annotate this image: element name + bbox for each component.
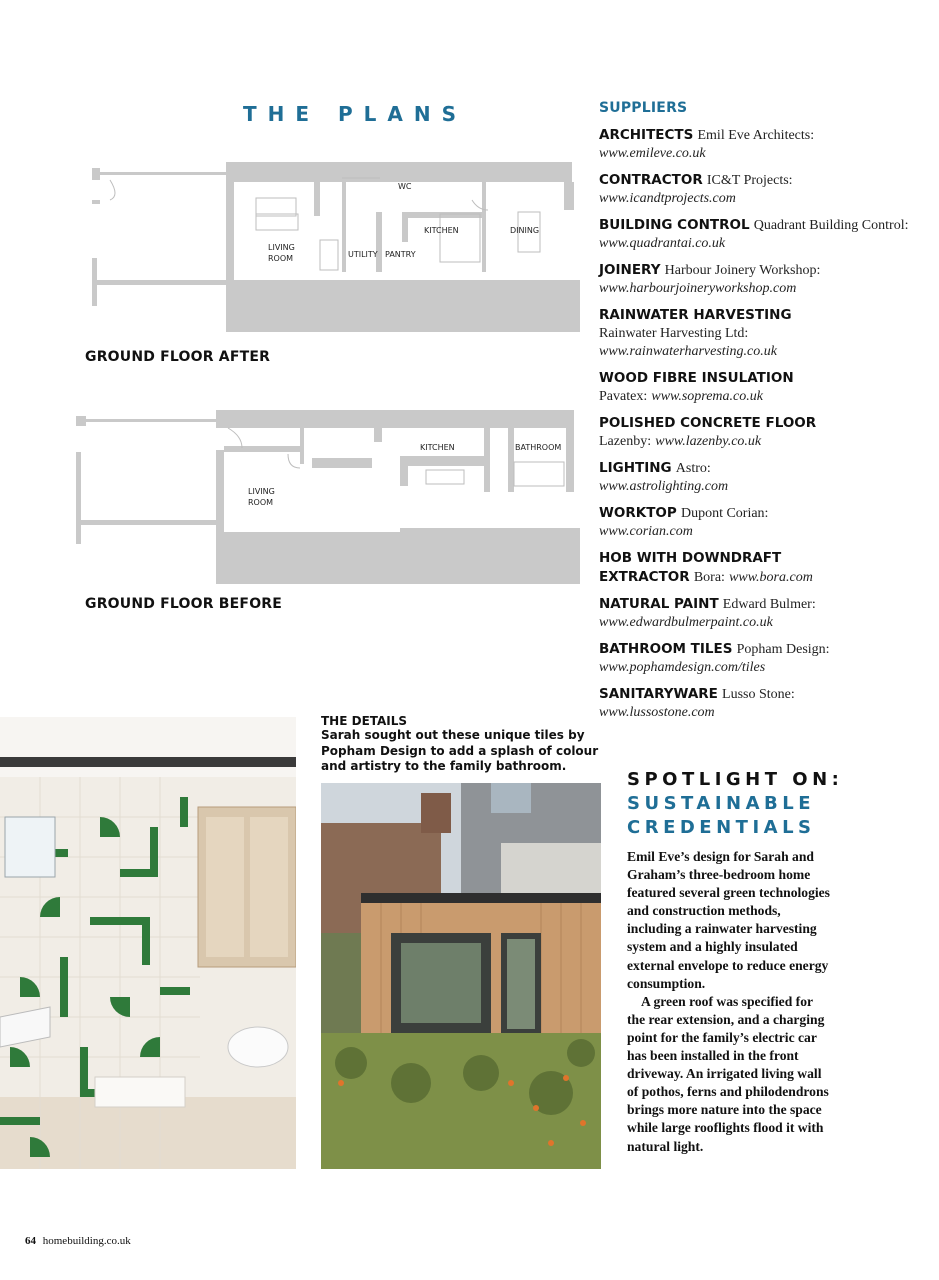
spotlight-heading-line2: SUSTAINABLE bbox=[627, 793, 816, 814]
spotlight-paragraph-2: A green roof was specified for the rear extension, and a charging point for the family’s electric car has been installed in the front driveway. An irrigated living wall of pothos, ferns and philodendrons brings more nature into the space while large rooflights flood it with natural light. bbox=[627, 993, 829, 1154]
supplier-item bbox=[599, 640, 919, 677]
details-caption bbox=[321, 714, 601, 775]
supplier-name: IC&T Projects: bbox=[706, 173, 793, 188]
supplier-item bbox=[599, 459, 919, 496]
spotlight-heading-line1: SPOTLIGHT ON: bbox=[627, 769, 844, 790]
supplier-url[interactable]: www.lussostone.com bbox=[599, 705, 715, 720]
extension-photo bbox=[321, 783, 601, 1169]
supplier-category: CONTRACTOR bbox=[599, 172, 703, 188]
supplier-url[interactable]: www.pophamdesign.com/tiles bbox=[599, 660, 766, 675]
supplier-item bbox=[599, 504, 919, 541]
supplier-name: Bora: bbox=[693, 570, 725, 585]
supplier-url[interactable]: www.astrolighting.com bbox=[599, 479, 729, 494]
supplier-category: WOOD FIBRE INSULATION bbox=[599, 370, 794, 386]
room-living-2: ROOM bbox=[268, 254, 294, 263]
supplier-name: Quadrant Building Control: bbox=[753, 218, 909, 233]
supplier-item bbox=[599, 549, 829, 587]
supplier-category: RAINWATER HARVESTING bbox=[599, 307, 792, 323]
supplier-name: Popham Design: bbox=[736, 642, 830, 657]
room-before-living-2: ROOM bbox=[248, 498, 274, 507]
page-footer bbox=[25, 1235, 131, 1247]
supplier-category: LIGHTING bbox=[599, 460, 672, 476]
supplier-category: BUILDING CONTROL bbox=[599, 217, 750, 233]
plan-before-label: GROUND FLOOR BEFORE bbox=[85, 596, 283, 612]
floor-plan-before bbox=[74, 408, 585, 588]
bathroom-photo bbox=[0, 717, 296, 1169]
supplier-item bbox=[599, 414, 919, 451]
plans-title: THE PLANS bbox=[243, 102, 468, 126]
suppliers-heading: SUPPLIERS bbox=[599, 100, 688, 116]
supplier-category: ARCHITECTS bbox=[599, 127, 694, 143]
spotlight-body bbox=[627, 848, 833, 1156]
room-dining: DINING bbox=[510, 226, 540, 235]
footer-site[interactable]: homebuilding.co.uk bbox=[42, 1235, 131, 1247]
supplier-category: JOINERY bbox=[599, 262, 661, 278]
supplier-category: WORKTOP bbox=[599, 505, 677, 521]
room-utility: UTILITY bbox=[348, 250, 378, 259]
supplier-name: Lusso Stone: bbox=[722, 687, 795, 702]
supplier-category: BATHROOM TILES bbox=[599, 641, 733, 657]
room-kitchen: KITCHEN bbox=[424, 226, 459, 235]
room-pantry: PANTRY bbox=[385, 250, 416, 259]
plan-after-label: GROUND FLOOR AFTER bbox=[85, 349, 271, 365]
supplier-category: POLISHED CONCRETE FLOOR bbox=[599, 415, 817, 431]
supplier-category: HOB WITH DOWNDRAFT EXTRACTOR bbox=[599, 550, 782, 585]
suppliers-list bbox=[599, 100, 919, 730]
supplier-item bbox=[599, 685, 919, 722]
supplier-name: Lazenby: bbox=[599, 434, 652, 449]
supplier-name: Rainwater Harvesting Ltd: bbox=[599, 326, 749, 341]
supplier-category: NATURAL PAINT bbox=[599, 596, 719, 612]
supplier-url[interactable]: www.harbourjoineryworkshop.com bbox=[599, 281, 797, 296]
supplier-name: Emil Eve Architects: bbox=[697, 128, 815, 143]
supplier-name: Harbour Joinery Workshop: bbox=[664, 263, 821, 278]
supplier-item bbox=[599, 369, 919, 406]
spotlight-paragraph-1: Emil Eve’s design for Sarah and Graham’s three-bedroom home featured several green technologies and construction methods, including a rainwater harvesting system and a highly insulated external envelope to reduce energy consumption. bbox=[627, 849, 830, 991]
supplier-category: SANITARYWARE bbox=[599, 686, 718, 702]
spotlight-box bbox=[627, 768, 927, 1156]
supplier-url[interactable]: www.corian.com bbox=[599, 524, 693, 539]
spotlight-heading-line3: CREDENTIALS bbox=[627, 817, 816, 838]
supplier-item bbox=[599, 126, 919, 163]
supplier-item bbox=[599, 171, 919, 208]
supplier-url[interactable]: www.emileve.co.uk bbox=[599, 146, 706, 161]
supplier-name: Pavatex: bbox=[599, 389, 648, 404]
supplier-name: Astro: bbox=[675, 461, 711, 476]
room-before-bathroom: BATHROOM bbox=[515, 443, 562, 452]
room-living-1: LIVING bbox=[268, 243, 295, 252]
supplier-url[interactable]: www.edwardbulmerpaint.co.uk bbox=[599, 615, 773, 630]
room-before-living-1: LIVING bbox=[248, 487, 275, 496]
room-before-kitchen: KITCHEN bbox=[420, 443, 455, 452]
supplier-url[interactable]: www.quadrantai.co.uk bbox=[599, 236, 726, 251]
page-number: 64 bbox=[25, 1235, 36, 1247]
supplier-name: Edward Bulmer: bbox=[722, 597, 816, 612]
supplier-url[interactable]: www.icandtprojects.com bbox=[599, 191, 736, 206]
details-text: Sarah sought out these unique tiles by Popham Design to add a splash of colour and artistry to the family bathroom. bbox=[321, 728, 599, 773]
details-title: THE DETAILS bbox=[321, 714, 408, 728]
supplier-url[interactable]: www.soprema.co.uk bbox=[651, 389, 763, 404]
supplier-item bbox=[599, 261, 919, 298]
supplier-url[interactable]: www.lazenby.co.uk bbox=[655, 434, 762, 449]
supplier-url[interactable]: www.bora.com bbox=[729, 570, 813, 585]
extension-illustration bbox=[321, 783, 601, 1169]
supplier-name: Dupont Corian: bbox=[680, 506, 769, 521]
supplier-url[interactable]: www.rainwaterharvesting.co.uk bbox=[599, 344, 777, 359]
floor-plan-after bbox=[80, 160, 585, 340]
supplier-item bbox=[599, 306, 919, 361]
supplier-item bbox=[599, 595, 919, 632]
bathroom-illustration bbox=[0, 717, 296, 1169]
supplier-item bbox=[599, 216, 919, 253]
room-wc: WC bbox=[398, 182, 412, 191]
